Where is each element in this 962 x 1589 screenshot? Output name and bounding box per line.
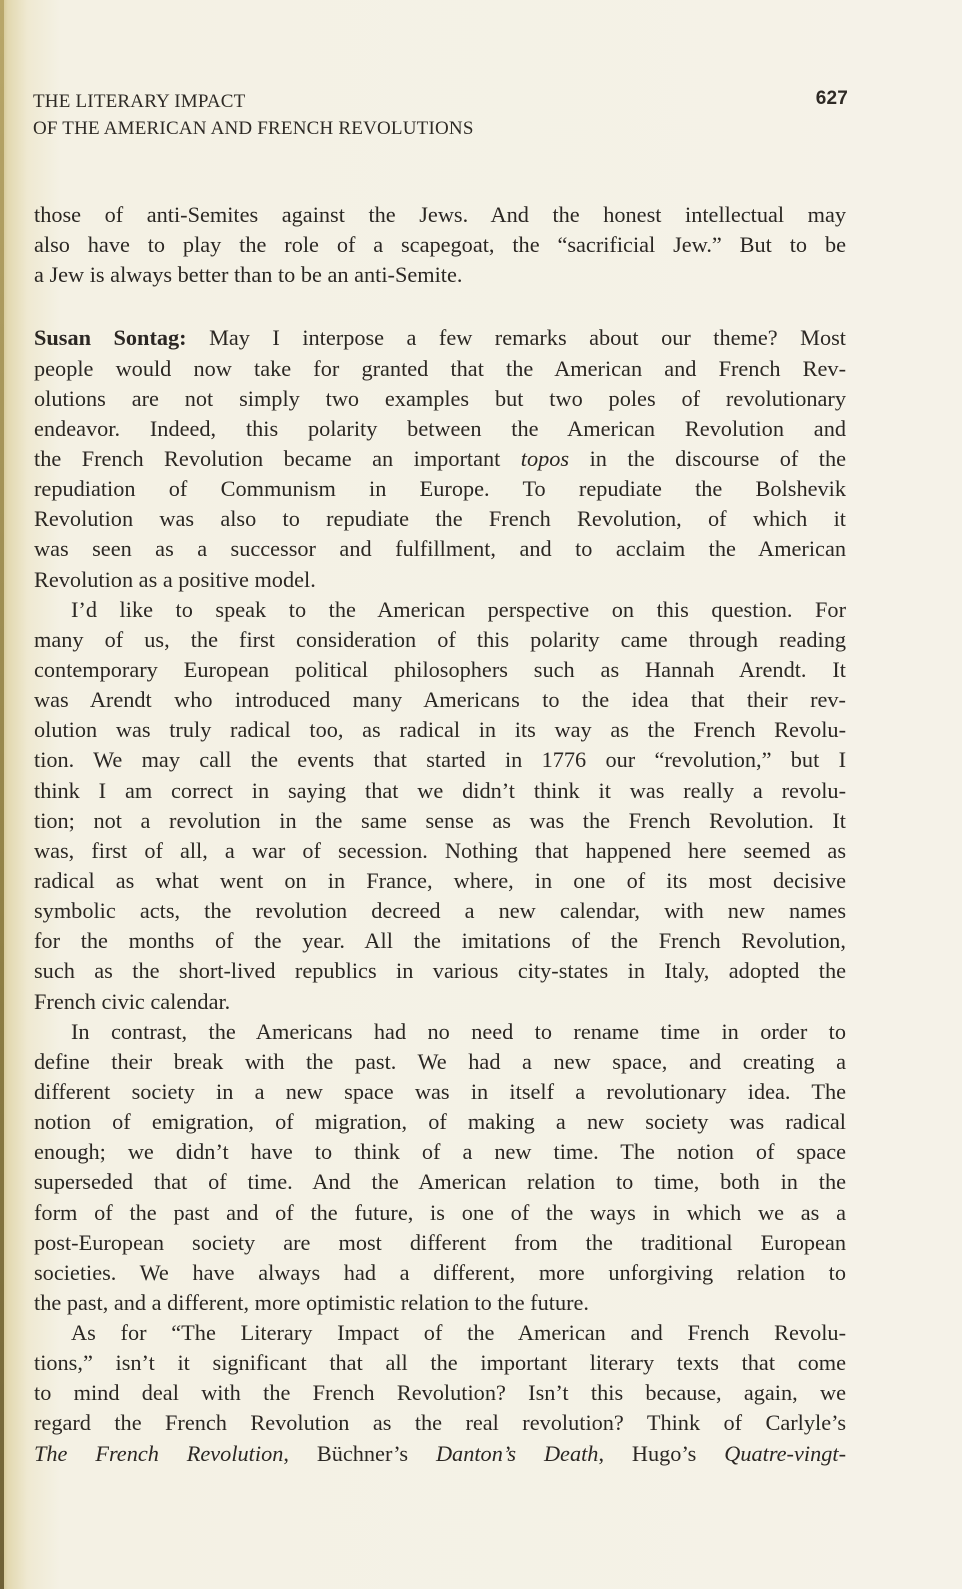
text-line: enough; we didn’t have to think of a new time. The notion of space bbox=[34, 1139, 846, 1165]
text-line: In contrast, the Americans had no need to rename time in order to bbox=[71, 1018, 846, 1044]
text-line: olution was truly radical too, as radical in its way as the French Revolu- bbox=[34, 717, 846, 743]
text-line: regard the French Revolution as the real revolution? Think of Carlyle’s bbox=[34, 1410, 846, 1436]
text-line: repudiation of Communism in Europe. To repudiate the Bolshevik bbox=[34, 476, 846, 502]
page-number: 627 bbox=[815, 88, 848, 109]
text-line: different society in a new space was in itself a revolutionary idea. The bbox=[34, 1078, 846, 1104]
text-span: , Hugo’s bbox=[598, 1440, 725, 1466]
text-line: was seen as a successor and fulfillment, and to acclaim the American bbox=[34, 536, 846, 562]
text-line: tion. We may call the events that started in 1776 our “revolution,” but I bbox=[34, 747, 846, 773]
italic-title: topos bbox=[520, 445, 570, 471]
text-line: those of anti-Semites against the Jews. And the honest intellectual may bbox=[34, 202, 846, 227]
paragraph-gap bbox=[34, 290, 846, 323]
italic-title: The French Revolution bbox=[34, 1440, 284, 1466]
book-gutter-shadow bbox=[0, 0, 4, 1589]
paragraph bbox=[34, 595, 846, 1017]
text-line: French civic calendar. bbox=[34, 988, 231, 1014]
running-header bbox=[33, 88, 848, 142]
text-line: a Jew is always better than to be an anti-Semite. bbox=[34, 262, 463, 288]
paragraph bbox=[34, 323, 846, 594]
text-line: contemporary European political philosophers such as Hannah Arendt. It bbox=[34, 656, 846, 682]
running-title-line-2: OF THE AMERICAN AND FRENCH REVOLUTIONS bbox=[33, 118, 474, 139]
text-span: the French Revolution became an important bbox=[34, 445, 521, 471]
text-span: in the discourse of the bbox=[569, 445, 847, 471]
text-line: radical as what went on in France, where, in one of its most decisive bbox=[34, 867, 846, 893]
text-line: As for “The Literary Impact of the American and French Revolu- bbox=[71, 1320, 846, 1346]
text-line: form of the past and of the future, is one of the ways in which we as a bbox=[34, 1199, 846, 1225]
text-line: define their break with the past. We had a new space, and creating a bbox=[34, 1048, 846, 1074]
text-line: to mind deal with the French Revolution? Isn’t this because, again, we bbox=[34, 1380, 846, 1406]
italic-title: Danton’s Death bbox=[435, 1440, 599, 1466]
text-line: many of us, the first consideration of this polarity came through reading bbox=[34, 626, 846, 652]
text-line: Revolution was also to repudiate the French Revolution, of which it bbox=[34, 506, 846, 532]
text-line: olutions are not simply two examples but two poles of revolutionary bbox=[34, 385, 846, 411]
text-line bbox=[34, 323, 846, 353]
text-line: people would now take for granted that the American and French Rev- bbox=[34, 355, 846, 381]
paragraph bbox=[34, 1017, 846, 1318]
text-line: endeavor. Indeed, this polarity between the American Revolution and bbox=[34, 415, 846, 441]
paragraph bbox=[34, 200, 846, 290]
page-body-text bbox=[34, 200, 846, 1469]
text-line: was, first of all, a war of secession. Nothing that happened here seemed as bbox=[34, 837, 846, 863]
text-line: post-European society are most different from the traditional European bbox=[34, 1229, 846, 1255]
text-line: symbolic acts, the revolution decreed a new calendar, with new names bbox=[34, 898, 846, 924]
text-line: also have to play the role of a scapegoat, the “sacrificial Jew.” But to be bbox=[34, 232, 846, 258]
text-line: notion of emigration, of migration, of making a new society was radical bbox=[34, 1109, 846, 1135]
text-line: for the months of the year. All the imitations of the French Revolution, bbox=[34, 928, 846, 954]
text-line: such as the short-lived republics in various city-states in Italy, adopted the bbox=[34, 958, 846, 984]
text-line: superseded that of time. And the American relation to time, both in the bbox=[34, 1169, 846, 1195]
text-line: the past, and a different, more optimistic relation to the future. bbox=[34, 1289, 589, 1315]
text-line bbox=[34, 444, 846, 474]
text-line: tion; not a revolution in the same sense as was the French Revolution. It bbox=[34, 807, 846, 833]
text-span: , Büchner’s bbox=[283, 1440, 436, 1466]
text-line: was Arendt who introduced many Americans to the idea that their rev- bbox=[34, 687, 846, 713]
text-line: Revolution as a positive model. bbox=[34, 566, 316, 592]
paragraph bbox=[34, 1318, 846, 1469]
text-span: May I interpose a few remarks about our theme? Most bbox=[186, 325, 846, 351]
text-line bbox=[34, 1439, 846, 1469]
text-line: societies. We have always had a different, more unforgiving relation to bbox=[34, 1259, 846, 1285]
italic-title: Quatre-vingt- bbox=[724, 1440, 846, 1466]
text-line: I’d like to speak to the American perspective on this question. For bbox=[71, 596, 846, 622]
text-line: tions,” isn’t it significant that all the important literary texts that come bbox=[34, 1350, 846, 1376]
speaker-name: Susan Sontag: bbox=[34, 325, 187, 351]
running-title-line-1: THE LITERARY IMPACT bbox=[33, 91, 246, 112]
text-line: think I am correct in saying that we didn’t think it was really a revolu- bbox=[34, 777, 846, 803]
